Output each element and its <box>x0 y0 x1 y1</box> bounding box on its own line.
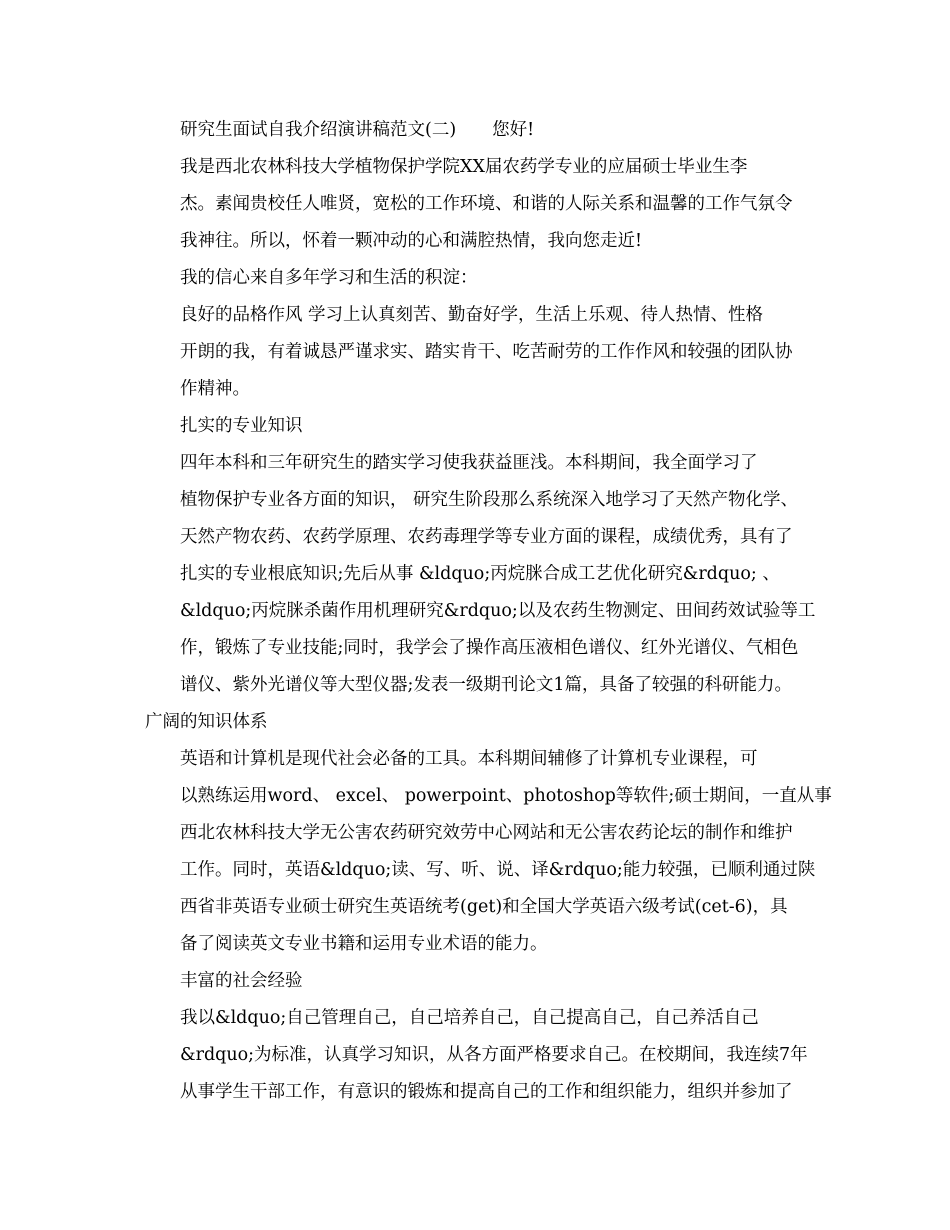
text-line: 我是西北农林科技大学植物保护学院XX届农药学专业的应届硕士毕业生李 <box>180 157 748 177</box>
section-heading-breadth <box>145 704 810 741</box>
text-line: 作精神。 <box>180 379 250 399</box>
text-line: 我的信心来自多年学习和生活的积淀： <box>180 268 478 288</box>
heading-text: 丰富的社会经验 <box>180 971 303 991</box>
paragraph-character <box>145 297 810 408</box>
text-line: &ldquo;丙烷脒杀菌作用机理研究&rdquo;以及农药生物测定、田间药效试验等工 <box>180 601 816 621</box>
section-heading-knowledge <box>145 408 810 445</box>
paragraph-breadth <box>145 741 832 963</box>
text-line: 西北农林科技大学无公害农药研究效劳中心网站和无公害农药论坛的制作和维护 <box>180 823 793 843</box>
text-line: 作，锻炼了专业技能;同时，我学会了操作高压液相色谱仪、红外光谱仪、气相色 <box>180 638 799 658</box>
heading-text: 扎实的专业知识 <box>180 416 303 436</box>
text-line: 良好的品格作风 学习上认真刻苦、勤奋好学，生活上乐观、待人热情、性格 <box>180 305 764 325</box>
text-line: &rdquo;为标准，认真学习知识，从各方面严格要求自己。在校期间，我连续7年 <box>180 1045 808 1065</box>
paragraph-confidence <box>145 260 810 297</box>
text-line: 扎实的专业根底知识;先后从事 &ldquo;丙烷脒合成工艺优化研究&rdquo; 、 <box>180 564 780 584</box>
text-line: 植物保护专业各方面的知识， 研究生阶段那么系统深入地学习了天然产物化学、 <box>180 490 799 510</box>
title-line <box>145 112 810 149</box>
text-line: 我神往。所以，怀着一颗冲动的心和满腔热情，我向您走近! <box>180 231 643 251</box>
text-line: 我以&ldquo;自己管理自己，自己培养自己，自己提高自己，自己养活自己 <box>180 1008 759 1028</box>
text-line: 天然产物农药、农药学原理、农药毒理学等专业方面的课程，成绩优秀，具有了 <box>180 527 793 547</box>
text-line: 杰。素闻贵校任人唯贤，宽松的工作环境、和谐的人际关系和温馨的工作气氛令 <box>180 194 793 214</box>
text-line: 备了阅读英文专业书籍和运用专业术语的能力。 <box>180 934 548 954</box>
text-line: 以熟练运用word、 excel、 powerpoint、photoshop等软件;硕士期间，一直从事 <box>180 786 832 806</box>
paragraph-social <box>145 1000 810 1111</box>
heading-text: 广阔的知识体系 <box>145 712 268 732</box>
text-line: 谱仪、紫外光谱仪等大型仪器;发表一级期刊论文1篇，具备了较强的科研能力。 <box>180 675 793 695</box>
paragraph-knowledge <box>145 445 816 704</box>
paragraph-intro <box>145 149 810 260</box>
text-line: 英语和计算机是现代社会必备的工具。本科期间辅修了计算机专业课程，可 <box>180 749 758 769</box>
document-body <box>145 112 832 1111</box>
document-title: 研究生面试自我介绍演讲稿范文(二) <box>180 120 457 140</box>
section-heading-social <box>145 963 810 1000</box>
text-line: 开朗的我，有着诚恳严谨求实、踏实肯干、吃苦耐劳的工作作风和较强的团队协 <box>180 342 793 362</box>
greeting: 您好! <box>492 120 535 140</box>
text-line: 四年本科和三年研究生的踏实学习使我获益匪浅。本科期间，我全面学习了 <box>180 453 758 473</box>
text-line: 工作。同时，英语&ldquo;读、写、听、说、译&rdquo;能力较强，已顺利通过陕 <box>180 860 816 880</box>
text-line: 西省非英语专业硕士研究生英语统考(get)和全国大学英语六级考试(cet-6)，具 <box>180 897 788 917</box>
text-line: 从事学生干部工作，有意识的锻炼和提高自己的工作和组织能力，组织并参加了 <box>180 1082 793 1102</box>
